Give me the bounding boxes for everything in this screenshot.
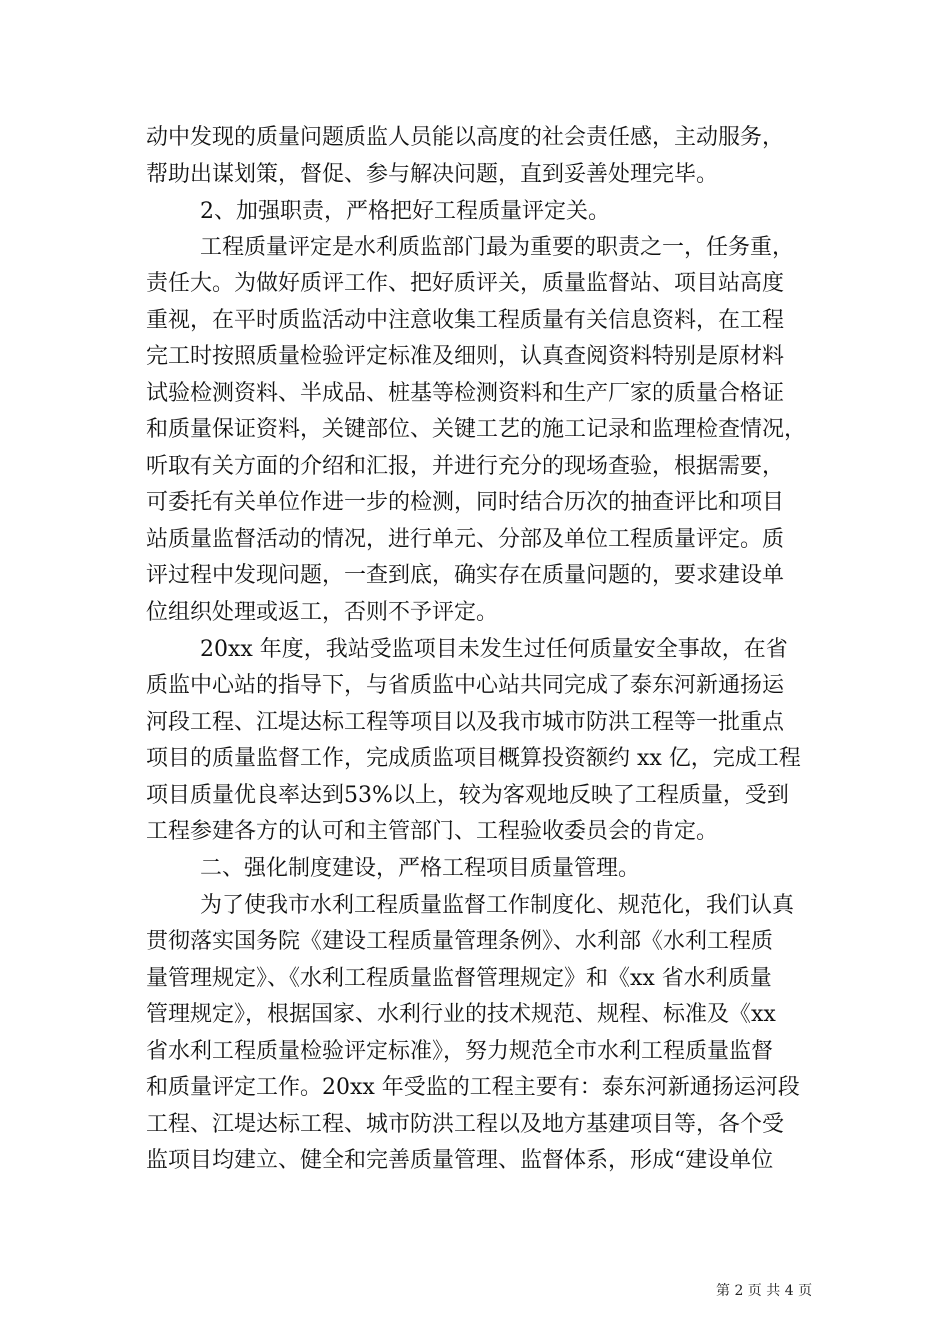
text-line: 完工时按照质量检验评定标准及细则，认真查阅资料特别是原材料 [146, 344, 785, 369]
text-line: 20xx 年度，我站受监项目未发生过任何质量安全事故，在省 [200, 637, 788, 662]
text-line: 站质量监督活动的情况，进行单元、分部及单位工程质量评定。质 [146, 527, 785, 552]
text-line: 项目质量优良率达到53%以上，较为客观地反映了工程质量，受到 [146, 783, 789, 808]
text-line: 工程、江堤达标工程、城市防洪工程以及地方基建项目等，各个受 [146, 1112, 785, 1137]
text-line: 动中发现的质量问题质监人员能以高度的社会责任感，主动服务， [146, 125, 785, 150]
text-line: 评过程中发现问题，一查到底，确实存在质量问题的，要求建设单 [146, 563, 785, 588]
text-line: 和质量评定工作。20xx 年受监的工程主要有：泰东河新通扬运河段 [146, 1075, 800, 1100]
text-line: 贯彻落实国务院《建设工程质量管理条例》、水利部《水利工程质 [146, 929, 774, 954]
text-line: 位组织处理或返工，否则不予评定。 [146, 600, 499, 625]
section-heading: 二、强化制度建设，严格工程项目质量管理。 [200, 856, 641, 881]
text-line: 听取有关方面的介绍和汇报，并进行充分的现场查验，根据需要， [146, 454, 785, 479]
text-line: 省水利工程质量检验评定标准》，努力规范全市水利工程质量监督 [146, 1039, 774, 1064]
text-line: 质监中心站的指导下，与省质监中心站共同完成了泰东河新通扬运 [146, 673, 785, 698]
page-number: 第 2 页 共 4 页 [716, 1283, 813, 1299]
text-line: 量管理规定》、《水利工程质量监督管理规定》和《xx 省水利质量 [146, 966, 772, 991]
section-heading: 2、加强职责，严格把好工程质量评定关。 [200, 199, 610, 224]
text-line: 可委托有关单位作进一步的检测，同时结合历次的抽查评比和项目 [146, 490, 785, 515]
text-line: 管理规定》，根据国家、水利行业的技术规范、规程、标准及《xx [146, 1002, 776, 1027]
text-line: 河段工程、江堤达标工程等项目以及我市城市防洪工程等一批重点 [146, 710, 785, 735]
text-line: 和质量保证资料，关键部位、关键工艺的施工记录和监理检查情况， [146, 417, 807, 442]
text-line: 重视，在平时质监活动中注意收集工程质量有关信息资料，在工程 [146, 308, 785, 333]
text-line: 工程质量评定是水利质监部门最为重要的职责之一，任务重， [200, 235, 795, 260]
text-line: 工程参建各方的认可和主管部门、工程验收委员会的肯定。 [146, 819, 719, 844]
text-line: 试验检测资料、半成品、桩基等检测资料和生产厂家的质量合格证 [146, 381, 785, 406]
text-line: 帮助出谋划策，督促、参与解决问题，直到妥善处理完毕。 [146, 162, 719, 187]
text-line: 监项目均建立、健全和完善质量管理、监督体系，形成“建设单位 [146, 1148, 774, 1173]
text-line: 项目的质量监督工作，完成质监项目概算投资额约 xx 亿，完成工程 [146, 746, 801, 771]
text-line: 为了使我市水利工程质量监督工作制度化、规范化，我们认真 [200, 893, 795, 918]
text-line: 责任大。为做好质评工作、把好质评关，质量监督站、项目站高度 [146, 271, 785, 296]
